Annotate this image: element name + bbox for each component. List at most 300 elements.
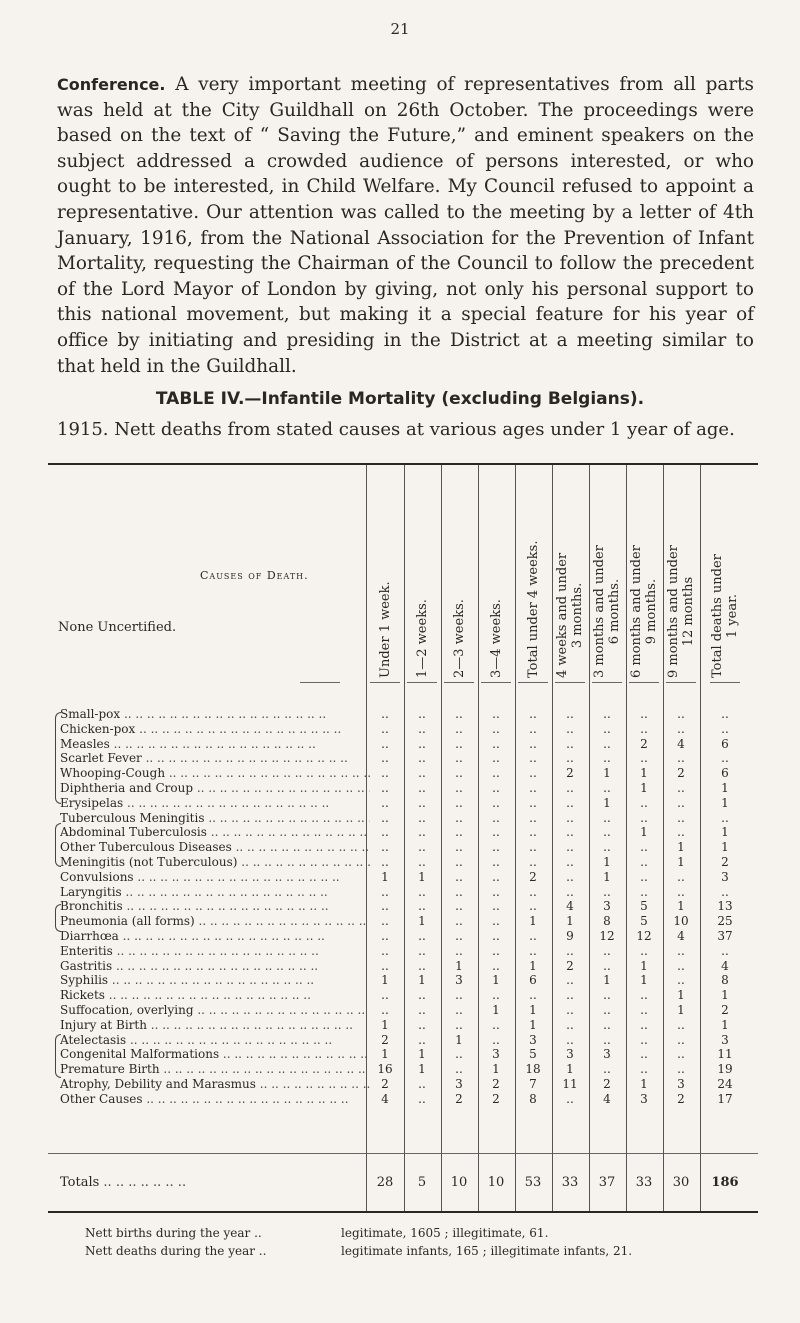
cause-label: Tuberculous Meningitis .. .. [60,810,370,826]
table-cell: .. [677,884,685,899]
table-cell: 3 [492,1047,500,1062]
table-cell: .. [721,707,729,721]
table-cell: .. [455,795,463,810]
cause-label: Diphtheria and Croup .. .. [60,780,370,796]
table-title: TABLE IV.—Infantile Mortality (excluding Belgians). [155,389,645,409]
table-cell: .. [492,751,500,766]
table-cell: 4 [677,736,685,751]
header-dash [710,682,740,683]
table-cell: 3 [640,1091,648,1106]
table-cell: .. [381,884,389,899]
table-cell: .. [529,988,537,1003]
table-cell: 1 [721,840,729,855]
table-row [0,1002,800,1018]
table-cell: .. [566,795,574,810]
table-cell: 5 [640,914,648,929]
table-cell: .. [455,736,463,751]
footnote-births-value: legitimate, 1605 ; illegitimate, 61. [341,1226,549,1240]
table-cell: 9 [566,929,574,943]
table-cell: .. [455,1062,463,1077]
cause-label: Whooping-Cough .. .. [60,765,370,781]
footnote-births [85,1226,549,1240]
total-cell: 37 [598,1175,616,1190]
table-cell: 1 [381,1047,389,1062]
conference-paragraph [57,72,754,379]
table-cell: 1 [566,914,574,929]
table-cell: .. [566,1003,574,1017]
table-cell: .. [566,988,574,1003]
table-cell: .. [566,751,574,766]
table-cell: .. [492,884,500,899]
table-cell: .. [566,1032,574,1047]
table-cell: .. [640,1017,648,1032]
table-cell: .. [381,840,389,855]
total-cell: 33 [561,1175,579,1190]
table-cell: .. [381,766,389,781]
table-cell: .. [381,781,389,795]
table-cell: .. [492,988,500,1003]
table-cell: 13 [717,899,733,914]
table-cell: .. [529,943,537,958]
table-cell: .. [529,751,537,766]
table-cell: .. [492,721,500,736]
table-cell: .. [418,899,426,914]
table-cell: 3 [603,899,611,914]
table-cell: .. [677,958,685,973]
table-row [0,1076,800,1092]
conference-heading: Conference. [57,75,166,94]
table-row [0,1046,800,1062]
table-cell: 2 [721,1003,729,1017]
table-cell: 17 [717,1091,733,1106]
table-cell: 1 [721,988,729,1003]
cause-label: Measles .. .. [60,736,370,752]
table-cell: 1 [418,1047,426,1062]
table-cell: .. [677,810,685,825]
table-cell: .. [677,943,685,958]
table-cell: 5 [529,1047,537,1062]
table-cell: .. [677,973,685,988]
table-cell: 1 [418,973,426,988]
table-cell: 3 [603,1047,611,1062]
table-cell: 2 [492,1091,500,1106]
table-cell: 1 [677,1003,685,1017]
table-row [0,824,800,840]
table-cell: .. [381,707,389,721]
table-cell: .. [455,884,463,899]
table-cell: .. [381,929,389,943]
table-cell: 1 [418,914,426,929]
cause-label: Injury at Birth .. .. [60,1017,370,1033]
table-cell: .. [640,943,648,958]
table-cell: .. [492,855,500,869]
table-cell: 37 [717,929,733,943]
table-cell: 1 [677,988,685,1003]
table-cell: .. [418,781,426,795]
table-cell: .. [603,1017,611,1032]
table-cell: 1 [418,869,426,884]
table-cell: .. [418,943,426,958]
table-cell: .. [418,795,426,810]
table-row [0,1017,800,1033]
total-cell: 28 [376,1175,394,1190]
table-cell: 18 [525,1062,541,1077]
table-cell: .. [492,958,500,973]
table-cell: 1 [455,1032,463,1047]
column-header: 3 months and under 6 months. [592,545,622,678]
table-cell: .. [418,766,426,781]
column-header: 4 weeks and under 3 months. [555,552,585,678]
table-cell: .. [455,899,463,914]
table-cell: 3 [455,1077,463,1091]
table-cell: .. [492,736,500,751]
table-cell: .. [603,943,611,958]
header-dash [629,682,659,683]
table-cell: 2 [677,766,685,781]
table-cell: .. [381,795,389,810]
table-cell: .. [381,988,389,1003]
table-cell: .. [492,1032,500,1047]
table-row [0,795,800,811]
header-dash [518,682,548,683]
cause-label: Suffocation, overlying .. .. [60,1002,370,1018]
table-cell: .. [492,795,500,810]
table-cell: 1 [492,973,500,988]
table-cell: 4 [381,1091,389,1106]
table-cell: .. [721,884,729,899]
totals-rule [48,1153,758,1154]
table-cell: 1 [492,1062,500,1077]
table-cell: .. [566,869,574,884]
cause-label: Erysipelas .. .. [60,795,370,811]
table-cell: .. [455,721,463,736]
table-cell: .. [721,943,729,958]
total-cell: 186 [711,1175,739,1190]
table-cell: .. [529,781,537,795]
table-cell: .. [455,943,463,958]
table-cell: .. [418,884,426,899]
table-cell: .. [640,855,648,869]
table-cell: .. [721,810,729,825]
table-cell: .. [566,884,574,899]
table-cell: 1 [721,781,729,795]
column-header: Total under 4 weeks. [525,540,541,678]
table-cell: 4 [603,1091,611,1106]
footnote-deaths [85,1244,633,1258]
table-cell: 1 [381,1017,389,1032]
table-row [0,913,800,929]
table-cell: .. [721,751,729,766]
table-cell: 6 [721,766,729,781]
cause-label: Other Tuberculous Diseases .. .. [60,839,370,855]
total-cell: 53 [524,1175,542,1190]
table-cell: 1 [529,1003,537,1017]
table-cell: .. [455,707,463,721]
table-cell: .. [418,721,426,736]
table-cell: .. [603,707,611,721]
column-header: Total deaths under 1 year. [710,554,740,678]
table-cell: .. [566,736,574,751]
table-cell: .. [603,810,611,825]
table-cell: .. [418,929,426,943]
table-cell: 1 [677,899,685,914]
table-cell: 2 [566,958,574,973]
cause-label: Laryngitis .. .. [60,884,370,900]
cause-label: Convulsions .. .. [60,869,370,885]
table-cell: .. [529,736,537,751]
table-cell: 1 [603,973,611,988]
table-cell: .. [492,914,500,929]
table-cell: .. [455,914,463,929]
table-cell: 3 [677,1077,685,1091]
table-cell: 2 [381,1077,389,1091]
table-cell: .. [566,1091,574,1106]
table-cell: .. [418,958,426,973]
table-cell: 1 [603,795,611,810]
cause-label: Other Causes .. .. [60,1091,370,1107]
table-cell: .. [603,1032,611,1047]
table-cell: .. [566,1017,574,1032]
table-cell: 2 [566,766,574,781]
table-cell: .. [529,825,537,840]
table-cell: 6 [721,736,729,751]
table-cell: .. [455,810,463,825]
table-cell: .. [381,899,389,914]
table-cell: .. [677,1032,685,1047]
table-row [0,736,800,752]
table-cell: .. [529,766,537,781]
table-cell: .. [677,795,685,810]
table-cell: .. [418,736,426,751]
table-cell: .. [455,1003,463,1017]
table-cell: 1 [640,766,648,781]
table-cell: 1 [492,1003,500,1017]
table-cell: .. [418,751,426,766]
table-cell: 8 [721,973,729,988]
table-cell: .. [492,943,500,958]
table-cell: .. [492,810,500,825]
table-cell: .. [381,1003,389,1017]
table-cell: .. [455,1017,463,1032]
total-cell: 10 [487,1175,505,1190]
table-cell: 1 [381,973,389,988]
table-cell: .. [603,840,611,855]
table-cell: .. [603,1003,611,1017]
table-cell: .. [381,721,389,736]
table-cell: .. [640,884,648,899]
table-cell: .. [529,810,537,825]
cause-label: Gastritis .. .. [60,958,370,974]
table-cell: .. [381,736,389,751]
table-cell: 1 [640,825,648,840]
header-dash [592,682,622,683]
table-cell: .. [566,973,574,988]
table-row [0,1061,800,1077]
table-cell: 4 [566,899,574,914]
conference-text: A very important meeting of representatives from all parts was held at the City Guildhall on 26th October. The proceedings were based on the text of “ Saving the Future,” and eminent speakers on the subject addressed a crowded audience of persons interested, or who ought to be interested, in Child Welfare. My Council refused to appoint a representative. Our attention was called to the meeting by a letter of 4th January, 1916, from the National Association for the Prevention of Infant Mortality, requesting the Chairman of the Council to follow the precedent of the Lord Mayor of London by giving, not only his personal support to this national movement, but making it a special feature for his year of office by initiating and presiding in the District at a meeting similar to that held in the Guildhall. [57,74,754,377]
table-cell: .. [640,795,648,810]
table-cell: .. [603,751,611,766]
table-cell: 6 [529,973,537,988]
table-cell: .. [603,825,611,840]
table-cell: 2 [529,869,537,884]
cause-label: Rickets .. .. [60,987,370,1003]
header-dash [407,682,437,683]
table-cell: .. [455,781,463,795]
table-cell: .. [640,988,648,1003]
footnote-deaths-value: legitimate infants, 165 ; illegitimate infants, 21. [341,1244,633,1258]
header-dash [300,682,340,683]
table-cell: .. [603,958,611,973]
table-cell: 2 [492,1077,500,1091]
table-cell: .. [418,707,426,721]
table-cell: .. [455,988,463,1003]
table-cell: .. [677,1047,685,1062]
table-cell: 1 [529,914,537,929]
table-row [0,839,800,855]
table-cell: 1 [603,766,611,781]
header-dash [555,682,585,683]
cause-label: Enteritis .. .. [60,943,370,959]
header-dash [666,682,696,683]
table-cell: .. [640,721,648,736]
table-cell: .. [381,810,389,825]
table-cell: .. [381,855,389,869]
table-cell: 5 [640,899,648,914]
table-cell: .. [529,884,537,899]
table-cell: .. [418,825,426,840]
table-cell: .. [418,855,426,869]
table-cell: .. [418,810,426,825]
table-cell: .. [603,781,611,795]
table-cell: .. [529,840,537,855]
column-header: 2—3 weeks. [451,599,467,678]
table-cell: 3 [566,1047,574,1062]
total-cell: 5 [417,1175,427,1190]
table-row [0,972,800,988]
table-cell: 1 [721,1017,729,1032]
table-row [0,780,800,796]
total-cell: 33 [635,1175,653,1190]
table-cell: 1 [677,840,685,855]
table-cell: 1 [640,958,648,973]
table-cell: 2 [381,1032,389,1047]
table-cell: .. [640,751,648,766]
table-row [0,987,800,1003]
footnote-deaths-label: Nett deaths during the year .. [85,1244,267,1258]
table-cell: .. [640,1032,648,1047]
table-cell: 19 [717,1062,733,1077]
table-cell: 25 [717,914,733,929]
table-row [0,721,800,737]
table-cell: 3 [721,1032,729,1047]
table-cell: 7 [529,1077,537,1091]
table-cell: 2 [455,1091,463,1106]
table-cell: 1 [677,855,685,869]
table-cell: .. [640,707,648,721]
table-cell: .. [677,825,685,840]
table-cell: 1 [529,958,537,973]
table-cell: 1 [640,973,648,988]
table-cell: .. [677,1017,685,1032]
table-cell: .. [677,781,685,795]
table-cell: .. [566,810,574,825]
table-cell: 1 [381,869,389,884]
table-cell: 1 [529,1017,537,1032]
table-cell: .. [418,988,426,1003]
table-cell: 11 [717,1047,733,1062]
cause-label: Chicken-pox .. .. [60,721,370,737]
table-cell: .. [492,1017,500,1032]
total-cell: 30 [672,1175,690,1190]
table-cell: 1 [455,958,463,973]
table-cell: .. [381,825,389,840]
table-cell: .. [566,721,574,736]
table-cell: .. [529,795,537,810]
table-cell: .. [603,884,611,899]
table-cell: 3 [529,1032,537,1047]
table-cell: .. [566,707,574,721]
table-cell: .. [418,1017,426,1032]
table-cell: 2 [640,736,648,751]
table-cell: .. [455,855,463,869]
table-cell: .. [381,914,389,929]
header-dash [444,682,474,683]
table-cell: .. [529,929,537,943]
cause-label: Syphilis .. .. [60,972,370,988]
table-cell: .. [603,1062,611,1077]
table-cell: .. [566,825,574,840]
cause-label: Abdominal Tuberculosis .. .. [60,824,370,840]
table-cell: .. [492,899,500,914]
table-row [0,1032,800,1048]
column-header: Under 1 week. [377,581,393,678]
table-cell: 1 [640,781,648,795]
cause-label: Diarrhœa .. .. [60,928,370,944]
table-row [0,750,800,766]
table-row [0,958,800,974]
table-cell: 24 [717,1077,733,1091]
cause-label: Atelectasis .. .. [60,1032,370,1048]
table-cell: 1 [418,1062,426,1077]
table-cell: 12 [599,929,615,943]
table-cell: .. [455,751,463,766]
table-row [0,884,800,900]
table-bottom-rule [48,1211,758,1213]
cause-label: Atrophy, Debility and Marasmus .. .. [60,1076,370,1092]
table-cell: .. [455,840,463,855]
table-row [0,943,800,959]
table-cell: 1 [603,855,611,869]
table-top-rule [48,463,758,465]
table-cell: .. [677,1062,685,1077]
table-cell: .. [603,988,611,1003]
table-cell: .. [418,1003,426,1017]
table-cell: .. [492,840,500,855]
table-cell: .. [566,840,574,855]
column-header: 6 months and under 9 months. [629,545,659,678]
table-cell: .. [455,766,463,781]
table-cell: 2 [721,855,729,869]
table-row [0,765,800,781]
table-cell: 4 [677,929,685,943]
table-row [0,854,800,870]
table-row [0,928,800,944]
table-cell: .. [381,958,389,973]
column-header: 9 months and under 12 months [666,545,696,678]
table-cell: 1 [721,795,729,810]
table-cell: .. [677,707,685,721]
